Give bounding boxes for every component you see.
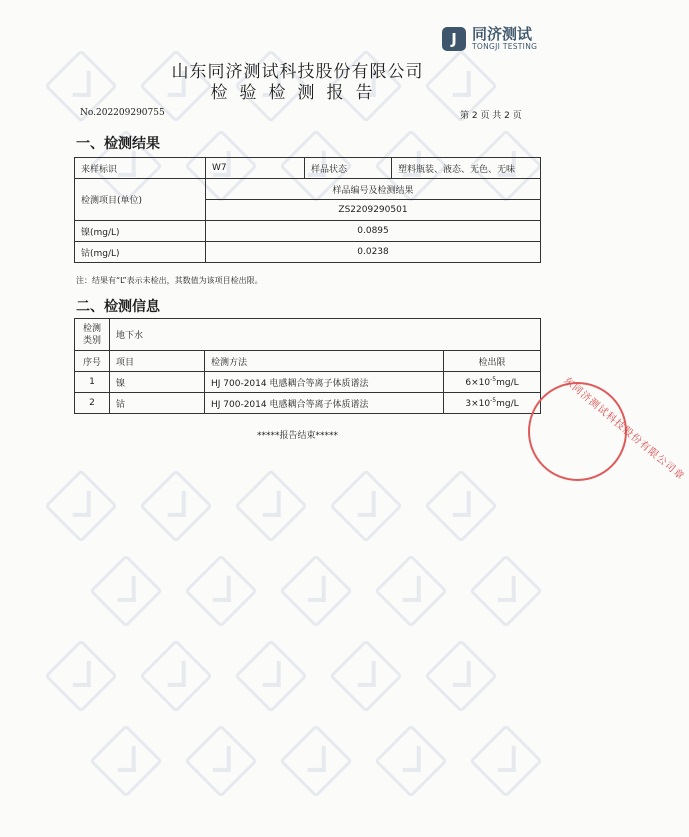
report-title: 检验检测报告	[210, 83, 385, 103]
company-logo	[442, 26, 537, 51]
table-row	[75, 372, 541, 393]
row-method: HJ 700-2014 电感耦合等离子体质谱法	[205, 372, 444, 393]
logo-chinese-name: 同济测试	[472, 25, 533, 43]
header-method: 检测方法	[205, 351, 444, 372]
category-label: 检测类别	[75, 319, 110, 351]
table-row	[75, 221, 541, 242]
company-name: 山东同济测试科技股份有限公司	[171, 62, 424, 82]
sample-state-label: 样品状态	[305, 158, 392, 179]
limit-unit: mg/L	[496, 399, 519, 409]
result-value: 0.0895	[206, 221, 541, 242]
row-item: 钴	[110, 393, 205, 414]
company-seal	[528, 375, 687, 483]
result-header: 样品编号及检测结果	[206, 179, 541, 200]
row-item: 镍	[110, 372, 205, 393]
table-row	[75, 393, 541, 414]
limit-exponent: -5	[490, 376, 497, 383]
section-results-heading: 一、检测结果	[76, 136, 160, 152]
sample-id-label: 来样标识	[75, 158, 206, 179]
row-no: 1	[75, 372, 110, 393]
results-table	[74, 157, 541, 263]
result-item: 钴(mg/L)	[75, 242, 206, 263]
sample-state-value: 塑料瓶装、液态、无色、无味	[392, 158, 541, 179]
report-number: No.202209290755	[80, 108, 165, 118]
section-info-heading: 二、检测信息	[76, 299, 160, 315]
test-item-label: 检测项目(单位)	[75, 179, 206, 221]
limit-exponent: -5	[490, 397, 497, 404]
row-limit	[444, 372, 541, 393]
results-note: 注：结果有“L”表示未检出，其数值为该项目检出限。	[76, 276, 263, 285]
header-limit: 检出限	[444, 351, 541, 372]
table-row	[75, 242, 541, 263]
result-item: 镍(mg/L)	[75, 221, 206, 242]
report-end-marker: *****报告结束*****	[256, 431, 338, 441]
limit-base: 3×10	[465, 399, 491, 409]
page-number: 第 2 页 共 2 页	[460, 111, 522, 121]
limit-base: 6×10	[465, 378, 491, 388]
category-value: 地下水	[110, 319, 541, 351]
row-method: HJ 700-2014 电感耦合等离子体质谱法	[205, 393, 444, 414]
seal-text: 东同济测试科技股份有限公司章	[561, 375, 687, 483]
header-item: 项目	[110, 351, 205, 372]
sample-number: ZS2209290501	[206, 200, 541, 221]
sample-id-value: W7	[206, 158, 305, 179]
info-table	[74, 318, 541, 414]
row-no: 2	[75, 393, 110, 414]
row-limit	[444, 393, 541, 414]
header-no: 序号	[75, 351, 110, 372]
limit-unit: mg/L	[496, 378, 519, 388]
tongji-logo-icon: J	[442, 27, 466, 51]
result-value: 0.0238	[206, 242, 541, 263]
logo-english-name: TONGJI TESTING	[472, 42, 538, 51]
